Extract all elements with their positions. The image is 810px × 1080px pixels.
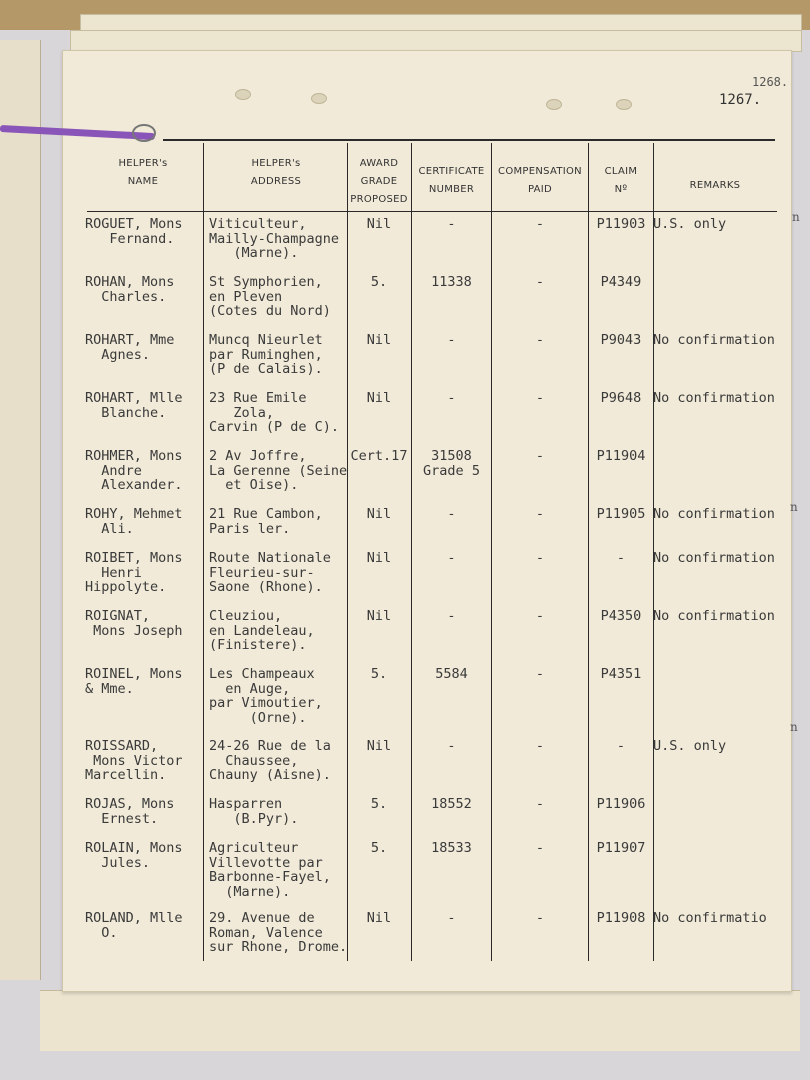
cell-address: Agriculteur Villevotte par Barbonne-Fayel, (Marne). bbox=[209, 840, 331, 900]
cell-remarks: No confirmation bbox=[653, 332, 775, 348]
table-top-rule bbox=[163, 139, 775, 141]
cell-certificate: 5584 bbox=[435, 666, 468, 682]
cell-certificate: - bbox=[447, 332, 456, 348]
cell-compensation: - bbox=[535, 216, 545, 232]
cell-compensation: - bbox=[535, 506, 545, 522]
cell-name: ROIBET, Mons Henri Hippolyte. bbox=[85, 550, 183, 595]
cell-claim: P11905 bbox=[596, 506, 646, 522]
cell-name: ROHART, Mme Agnes. bbox=[85, 332, 175, 363]
cell-address: 29. Avenue de Roman, Valence sur Rhone, Drome. bbox=[209, 910, 348, 955]
binding-knot bbox=[132, 124, 156, 142]
cell-award: Nil bbox=[366, 738, 392, 754]
cell-claim: P4349 bbox=[600, 274, 642, 290]
cell-certificate: 31508 Grade 5 bbox=[423, 448, 480, 479]
cell-compensation: - bbox=[535, 390, 545, 406]
cell-claim: - bbox=[616, 550, 626, 566]
cell-compensation: - bbox=[535, 738, 545, 754]
cell-certificate: 18552 bbox=[431, 796, 472, 812]
document-page bbox=[62, 50, 792, 992]
cell-award: 5. bbox=[370, 796, 388, 812]
punch-hole bbox=[546, 99, 562, 110]
cell-award: Nil bbox=[366, 506, 392, 522]
cell-remarks: U.S. only bbox=[653, 738, 727, 754]
cell-name: ROJAS, Mons Ernest. bbox=[85, 796, 175, 827]
cell-certificate: 18533 bbox=[431, 840, 472, 856]
cell-certificate: - bbox=[447, 216, 456, 232]
cell-name: ROLAND, Mlle O. bbox=[85, 910, 183, 941]
column-divider bbox=[203, 143, 204, 961]
punch-hole bbox=[311, 93, 327, 104]
stacked-sheets-bottom bbox=[40, 990, 800, 1051]
cell-certificate: - bbox=[447, 506, 456, 522]
cell-claim: P9043 bbox=[600, 332, 642, 348]
edge-text-fragment: n bbox=[790, 500, 798, 514]
cell-remarks: U.S. only bbox=[653, 216, 727, 232]
cell-compensation: - bbox=[535, 274, 545, 290]
cell-name: ROHMER, Mons Andre Alexander. bbox=[85, 448, 183, 493]
header-compensation-paid: COMPENSATION PAID bbox=[498, 166, 582, 195]
cell-claim: P9648 bbox=[600, 390, 642, 406]
cell-claim: P4350 bbox=[600, 608, 642, 624]
edge-text-fragment: n bbox=[790, 720, 798, 734]
cell-award: 5. bbox=[370, 666, 388, 682]
cell-compensation: - bbox=[535, 550, 545, 566]
cell-claim: P11908 bbox=[596, 910, 646, 926]
underlying-sheet-left bbox=[0, 40, 41, 980]
cell-remarks: No confirmatio bbox=[653, 910, 767, 926]
cell-remarks: No confirmation bbox=[653, 390, 775, 406]
cell-claim: P11903 bbox=[596, 216, 646, 232]
cell-certificate: 11338 bbox=[431, 274, 472, 290]
cell-address: 21 Rue Cambon, Paris ler. bbox=[209, 506, 323, 537]
cell-address: Les Champeaux en Auge, par Vimoutier, (Orne). bbox=[209, 666, 323, 726]
cell-award: Nil bbox=[366, 216, 392, 232]
page-number: 1267. bbox=[719, 92, 762, 108]
cell-compensation: - bbox=[535, 910, 545, 926]
cell-certificate: - bbox=[447, 550, 456, 566]
cell-name: ROINEL, Mons & Mme. bbox=[85, 666, 183, 697]
cell-address: St Symphorien, en Pleven (Cotes du Nord) bbox=[209, 274, 331, 319]
header-claim-number: CLAIM Nº bbox=[604, 166, 638, 195]
header-award-grade: AWARD GRADE PROPOSED bbox=[350, 158, 408, 205]
cell-remarks: No confirmation bbox=[653, 550, 775, 566]
cell-compensation: - bbox=[535, 608, 545, 624]
cell-address: 24-26 Rue de la Chaussee, Chauny (Aisne). bbox=[209, 738, 331, 783]
cell-compensation: - bbox=[535, 448, 545, 464]
cell-address: 23 Rue Emile Zola, Carvin (P de C). bbox=[209, 390, 340, 435]
cell-address: Cleuziou, en Landeleau, (Finistere). bbox=[209, 608, 315, 653]
cell-compensation: - bbox=[535, 840, 545, 856]
cell-claim: - bbox=[616, 738, 626, 754]
header-helper-address: HELPER's ADDRESS bbox=[250, 158, 302, 187]
cell-award: Nil bbox=[366, 390, 392, 406]
cell-certificate: - bbox=[447, 608, 456, 624]
cell-certificate: - bbox=[447, 910, 456, 926]
punch-hole bbox=[616, 99, 632, 110]
cell-claim: P4351 bbox=[600, 666, 642, 682]
stacked-sheet-edge bbox=[70, 30, 802, 52]
cell-award: Nil bbox=[366, 550, 392, 566]
header-certificate-number: CERTIFICATE NUMBER bbox=[418, 166, 485, 195]
cell-award: Nil bbox=[366, 332, 392, 348]
header-bottom-rule bbox=[87, 211, 777, 212]
cell-name: ROLAIN, Mons Jules. bbox=[85, 840, 183, 871]
cell-name: ROIGNAT, Mons Joseph bbox=[85, 608, 183, 639]
cell-name: ROGUET, Mons Fernand. bbox=[85, 216, 183, 247]
cell-certificate: - bbox=[447, 390, 456, 406]
punch-hole bbox=[235, 89, 251, 100]
cell-address: Muncq Nieurlet par Ruminghen, (P de Calais). bbox=[209, 332, 323, 377]
cell-remarks: No confirmation bbox=[653, 608, 775, 624]
cell-award: Cert.17 bbox=[350, 448, 408, 464]
cell-compensation: - bbox=[535, 796, 545, 812]
cell-award: 5. bbox=[370, 274, 388, 290]
cell-address: 2 Av Joffre, La Gerenne (Seine et Oise). bbox=[209, 448, 348, 493]
next-page-number: 1268. bbox=[752, 75, 789, 89]
cell-name: ROHART, Mlle Blanche. bbox=[85, 390, 183, 421]
cell-claim: P11904 bbox=[596, 448, 646, 464]
cell-name: ROHAN, Mons Charles. bbox=[85, 274, 175, 305]
cell-address: Route Nationale Fleurieu-sur- Saone (Rhone). bbox=[209, 550, 331, 595]
cell-award: Nil bbox=[366, 608, 392, 624]
cell-award: 5. bbox=[370, 840, 388, 856]
header-helper-name: HELPER's NAME bbox=[118, 158, 168, 187]
edge-text-fragment: n bbox=[792, 210, 800, 224]
cell-claim: P11907 bbox=[596, 840, 646, 856]
cell-remarks: No confirmation bbox=[653, 506, 775, 522]
cell-name: ROHY, Mehmet Ali. bbox=[85, 506, 183, 537]
cell-compensation: - bbox=[535, 666, 545, 682]
cell-compensation: - bbox=[535, 332, 545, 348]
cell-award: Nil bbox=[366, 910, 392, 926]
header-remarks: REMARKS bbox=[689, 180, 741, 191]
cell-address: Viticulteur, Mailly-Champagne (Marne). bbox=[209, 216, 340, 261]
cell-claim: P11906 bbox=[596, 796, 646, 812]
cell-address: Hasparren (B.Pyr). bbox=[209, 796, 299, 827]
cell-certificate: - bbox=[447, 738, 456, 754]
cell-name: ROISSARD, Mons Victor Marcellin. bbox=[85, 738, 183, 783]
